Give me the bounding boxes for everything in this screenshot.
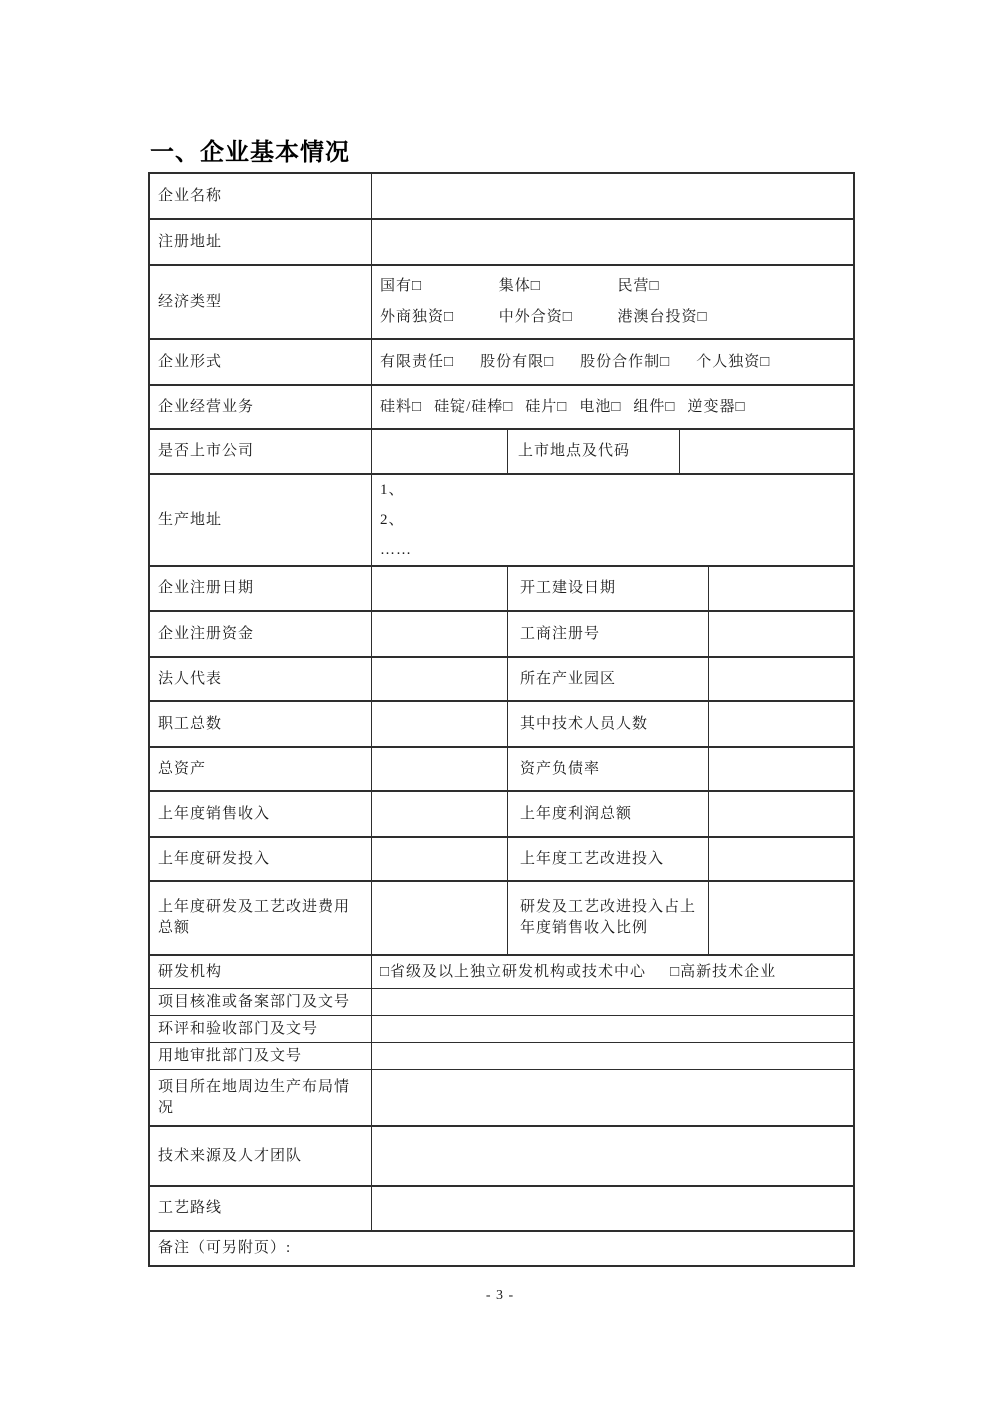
checkbox-private[interactable]: 民营□ bbox=[617, 278, 660, 294]
row-env-approval bbox=[150, 1016, 853, 1043]
business-scope-label: 企业经营业务 bbox=[150, 386, 372, 428]
checkbox-silicon-ingot-rod[interactable]: 硅锭/硅棒□ bbox=[434, 398, 514, 415]
row-rd-investment bbox=[150, 838, 853, 882]
section-title: 一、企业基本情况 bbox=[150, 139, 350, 166]
total-profit-label: 上年度利润总额 bbox=[508, 792, 709, 836]
rd-ratio-label: 研发及工艺改进投入占上年度销售收入比例 bbox=[508, 882, 709, 954]
project-approval-label: 项目核准或备案部门及文号 bbox=[150, 989, 372, 1015]
legal-representative-label: 法人代表 bbox=[150, 658, 372, 700]
rd-organization-options bbox=[372, 956, 853, 988]
registered-address-label: 注册地址 bbox=[150, 220, 372, 264]
rd-organization-label: 研发机构 bbox=[150, 956, 372, 988]
row-listed-company bbox=[150, 430, 853, 475]
row-rd-total-cost bbox=[150, 882, 853, 956]
total-assets-value[interactable] bbox=[372, 748, 508, 790]
surrounding-layout-value[interactable] bbox=[372, 1070, 853, 1125]
construction-start-value[interactable] bbox=[709, 567, 853, 610]
company-name-value[interactable] bbox=[372, 174, 853, 218]
legal-representative-value[interactable] bbox=[372, 658, 508, 700]
row-legal-representative bbox=[150, 658, 853, 702]
env-approval-value[interactable] bbox=[372, 1016, 853, 1042]
process-improvement-label: 上年度工艺改进投入 bbox=[508, 838, 709, 880]
checkbox-foreign-owned[interactable]: 外商独资□ bbox=[380, 309, 455, 325]
rd-investment-label: 上年度研发投入 bbox=[150, 838, 372, 880]
tech-source-label: 技术来源及人才团队 bbox=[150, 1127, 372, 1185]
production-address-line-1: 1、 bbox=[380, 482, 405, 498]
checkbox-joint-venture[interactable]: 中外合资□ bbox=[498, 309, 573, 325]
production-address-label: 生产地址 bbox=[150, 475, 372, 565]
industrial-park-label: 所在产业园区 bbox=[508, 658, 709, 700]
company-form-options bbox=[372, 340, 853, 384]
listed-company-value[interactable] bbox=[372, 430, 508, 473]
surrounding-layout-label: 项目所在地周边生产布局情况 bbox=[150, 1070, 372, 1125]
company-info-table bbox=[148, 172, 855, 1267]
row-registration-date bbox=[150, 567, 853, 612]
registered-capital-value[interactable] bbox=[372, 612, 508, 656]
checkbox-hmt-investment[interactable]: 港澳台投资□ bbox=[617, 309, 708, 325]
checkbox-cell[interactable]: 电池□ bbox=[579, 398, 622, 415]
total-employees-label: 职工总数 bbox=[150, 702, 372, 746]
checkbox-module[interactable]: 组件□ bbox=[633, 398, 676, 415]
process-route-label: 工艺路线 bbox=[150, 1187, 372, 1230]
economy-type-options bbox=[372, 266, 853, 338]
sales-revenue-value[interactable] bbox=[372, 792, 508, 836]
row-total-assets bbox=[150, 748, 853, 792]
row-tech-source bbox=[150, 1127, 853, 1187]
total-assets-label: 总资产 bbox=[150, 748, 372, 790]
checkbox-joint-stock[interactable]: 股份有限□ bbox=[480, 353, 555, 370]
checkbox-silicon-material[interactable]: 硅料□ bbox=[380, 398, 423, 415]
checkbox-limited-liability[interactable]: 有限责任□ bbox=[380, 353, 455, 370]
row-registered-capital bbox=[150, 612, 853, 658]
business-license-no-value[interactable] bbox=[709, 612, 853, 656]
total-profit-value[interactable] bbox=[709, 792, 853, 836]
row-process-route bbox=[150, 1187, 853, 1232]
row-economy-type bbox=[150, 266, 853, 340]
row-business-scope bbox=[150, 386, 853, 430]
row-company-form bbox=[150, 340, 853, 386]
sales-revenue-label: 上年度销售收入 bbox=[150, 792, 372, 836]
checkbox-high-tech-enterprise[interactable]: □高新技术企业 bbox=[670, 963, 777, 980]
row-company-name bbox=[150, 174, 853, 220]
checkbox-state-owned[interactable]: 国有□ bbox=[380, 278, 423, 294]
tech-source-value[interactable] bbox=[372, 1127, 853, 1185]
page-number: - 3 - bbox=[485, 1288, 515, 1303]
company-name-label: 企业名称 bbox=[150, 174, 372, 218]
row-remarks bbox=[150, 1232, 853, 1265]
technical-staff-value[interactable] bbox=[709, 702, 853, 746]
production-address-line-2: 2、 bbox=[380, 512, 405, 528]
registered-capital-label: 企业注册资金 bbox=[150, 612, 372, 656]
land-approval-label: 用地审批部门及文号 bbox=[150, 1043, 372, 1069]
technical-staff-label: 其中技术人员人数 bbox=[508, 702, 709, 746]
production-address-value[interactable] bbox=[372, 475, 853, 565]
construction-start-label: 开工建设日期 bbox=[508, 567, 709, 610]
checkbox-stock-cooperative[interactable]: 股份合作制□ bbox=[580, 353, 671, 370]
land-approval-value[interactable] bbox=[372, 1043, 853, 1069]
rd-investment-value[interactable] bbox=[372, 838, 508, 880]
row-surrounding-layout bbox=[150, 1070, 853, 1127]
registered-address-value[interactable] bbox=[372, 220, 853, 264]
rd-total-cost-label: 上年度研发及工艺改进费用总额 bbox=[150, 882, 372, 954]
listed-company-label: 是否上市公司 bbox=[150, 430, 372, 473]
listing-place-code-value[interactable] bbox=[680, 430, 853, 473]
debt-ratio-label: 资产负债率 bbox=[508, 748, 709, 790]
checkbox-sole-proprietorship[interactable]: 个人独资□ bbox=[696, 353, 771, 370]
row-total-employees bbox=[150, 702, 853, 748]
registration-date-label: 企业注册日期 bbox=[150, 567, 372, 610]
process-route-value[interactable] bbox=[372, 1187, 853, 1230]
registration-date-value[interactable] bbox=[372, 567, 508, 610]
listing-place-code-label: 上市地点及代码 bbox=[508, 430, 680, 473]
industrial-park-value[interactable] bbox=[709, 658, 853, 700]
checkbox-silicon-wafer[interactable]: 硅片□ bbox=[525, 398, 568, 415]
debt-ratio-value[interactable] bbox=[709, 748, 853, 790]
business-scope-options bbox=[372, 386, 853, 428]
economy-type-label: 经济类型 bbox=[150, 266, 372, 338]
checkbox-collective[interactable]: 集体□ bbox=[498, 278, 541, 294]
remarks-label[interactable]: 备注（可另附页）: bbox=[158, 1240, 292, 1256]
row-production-address bbox=[150, 475, 853, 567]
total-employees-value[interactable] bbox=[372, 702, 508, 746]
row-sales-revenue bbox=[150, 792, 853, 838]
row-rd-organization bbox=[150, 956, 853, 989]
rd-total-cost-value[interactable] bbox=[372, 882, 508, 954]
business-license-no-label: 工商注册号 bbox=[508, 612, 709, 656]
row-land-approval bbox=[150, 1043, 853, 1070]
rd-ratio-value[interactable] bbox=[709, 882, 853, 954]
row-registered-address bbox=[150, 220, 853, 266]
checkbox-inverter[interactable]: 逆变器□ bbox=[687, 398, 746, 415]
process-improvement-value[interactable] bbox=[709, 838, 853, 880]
project-approval-value[interactable] bbox=[372, 989, 853, 1015]
company-form-label: 企业形式 bbox=[150, 340, 372, 384]
checkbox-provincial-rd-center[interactable]: □省级及以上独立研发机构或技术中心 bbox=[380, 963, 647, 980]
production-address-line-3: …… bbox=[380, 542, 412, 558]
env-approval-label: 环评和验收部门及文号 bbox=[150, 1016, 372, 1042]
row-project-approval bbox=[150, 989, 853, 1016]
